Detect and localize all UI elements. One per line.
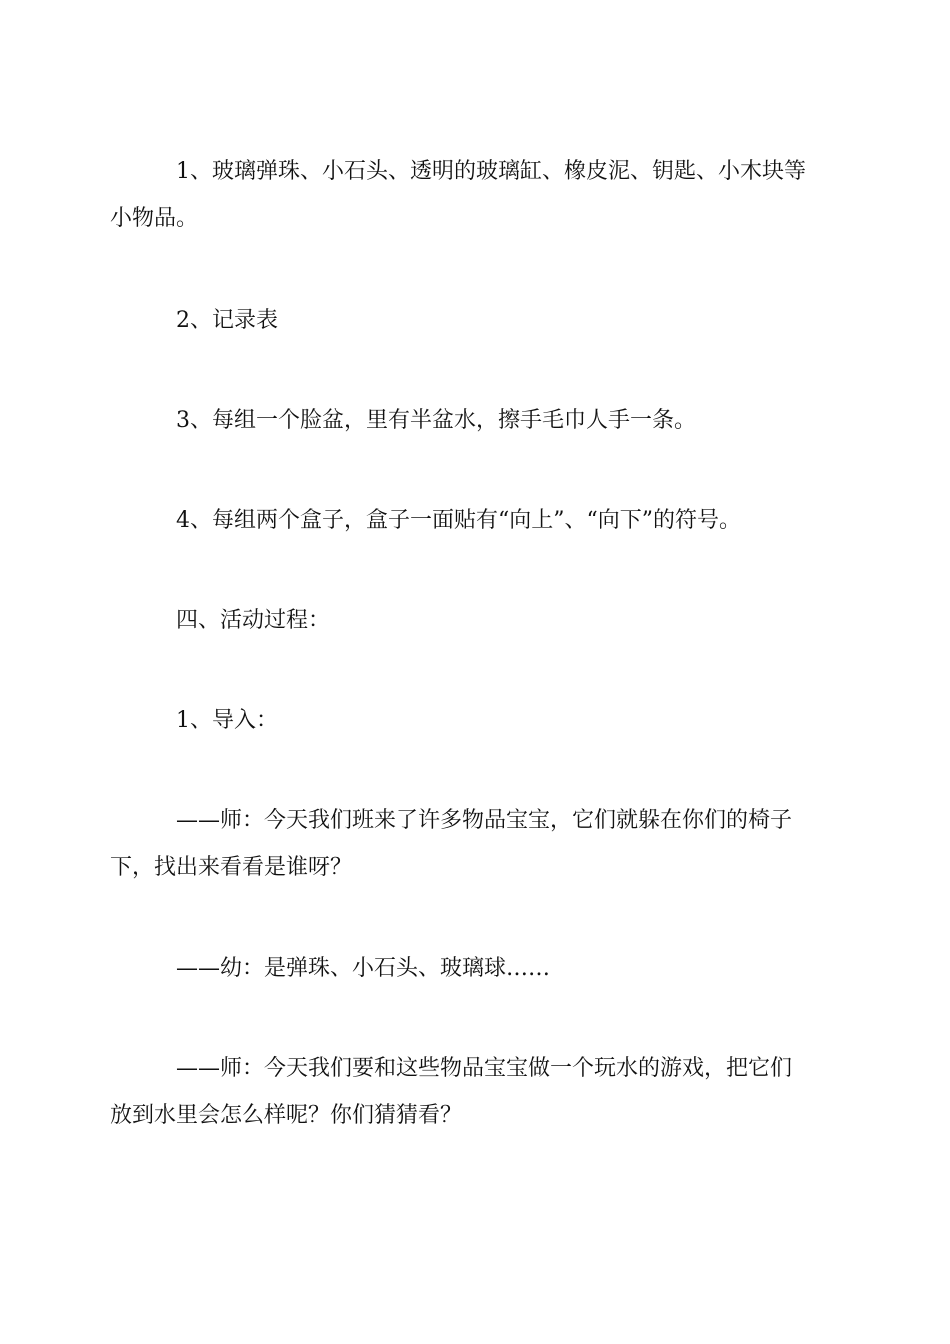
paragraph-materials-1 (110, 148, 823, 242)
text-line: 3、每组一个脸盆，里有半盆水，擦手毛巾人手一条。 (176, 408, 696, 433)
text-line: 4、每组两个盒子，盒子一面贴有“向上”、“向下”的符号。 (176, 508, 741, 533)
paragraph-materials-3 (143, 397, 823, 444)
text-line: 2、记录表 (176, 308, 278, 333)
paragraph-teacher-2 (110, 1045, 823, 1139)
text-line: ——师：今天我们要和这些物品宝宝做一个玩水的游戏，把它们 (176, 1056, 793, 1081)
text-line: 下，找出来看看是谁呀？ (110, 855, 353, 880)
text-line: 四、活动过程： (176, 608, 331, 633)
text-line: ——幼：是弹珠、小石头、玻璃球…… (176, 956, 551, 981)
section-heading-activity-process (143, 597, 823, 644)
text-line: 1、玻璃弹珠、小石头、透明的玻璃缸、橡皮泥、钥匙、小木块等 (176, 159, 806, 184)
paragraph-materials-2 (143, 297, 823, 344)
text-line: 放到水里会怎么样呢？你们猜猜看？ (110, 1103, 463, 1128)
text-line: 1、导入： (176, 708, 278, 733)
paragraph-child-1 (143, 945, 823, 992)
paragraph-intro (143, 697, 823, 744)
paragraph-teacher-1 (110, 797, 823, 891)
paragraph-materials-4 (143, 497, 823, 544)
text-line: ——师：今天我们班来了许多物品宝宝，它们就躲在你们的椅子 (176, 808, 793, 833)
text-line: 小物品。 (110, 206, 199, 231)
